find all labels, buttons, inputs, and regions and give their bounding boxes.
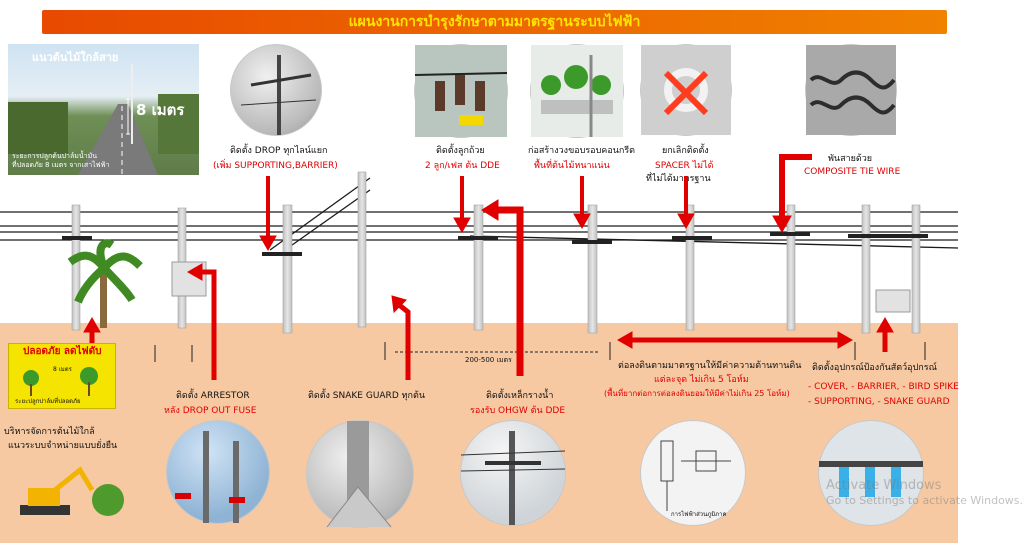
animal-guard-photo bbox=[818, 420, 924, 526]
animal-label-3: - SUPPORTING, - SNAKE GUARD bbox=[808, 397, 950, 407]
ground-label-3: (พื้นที่ยากต่อการต่อลงดินยอมให้มีค่าไม่เกิน 25 โอห์ม) bbox=[604, 389, 790, 398]
tree-label-1: บริหารจัดการต้นไม้ใกล้ bbox=[4, 427, 95, 437]
safety-sign bbox=[8, 343, 116, 409]
sign-sub-2: ระยะปลูกปาล์มที่ปลอดภัย bbox=[15, 398, 81, 405]
span-label: 200-500 เมตร bbox=[465, 356, 512, 364]
tree-label-2: แนวระบบจำหน่ายแบบยั่งยืน bbox=[8, 441, 118, 451]
grounding-drawing bbox=[640, 420, 746, 526]
roadside-caption-1: ระยะการปลูกต้นปาล์มน้ำมัน bbox=[12, 152, 98, 160]
animal-label-2: - COVER, - BARRIER, - BIRD SPIKE bbox=[808, 382, 959, 392]
roadside-distance: 8 เมตร bbox=[136, 101, 185, 119]
animal-label-1: ติดตั้งอุปกรณ์ป้องกันสัตว์อุปกรณ์ bbox=[812, 363, 937, 373]
page-title: แผนงานการบำรุงรักษาตามมาตรฐานระบบไฟฟ้า bbox=[348, 14, 641, 30]
animal-guard-equipment bbox=[876, 290, 910, 312]
sign-sub-1: 8 เมตร bbox=[53, 366, 72, 373]
watermark-line-2: Go to Settings to activate Windows. bbox=[826, 494, 1023, 507]
drop-label-1: ติดตั้ง DROP ทุกไลน์แยก bbox=[230, 146, 328, 156]
roadside-caption-2: ที่ปลอดภัย 8 เมตร จากเสาไฟฟ้า bbox=[12, 161, 110, 169]
spacer-label-1: ยกเลิกติดตั้ง bbox=[662, 146, 709, 156]
arrester-label-2: หลัง DROP OUT FUSE bbox=[164, 406, 257, 416]
tiewire-label-2: COMPOSITE TIE WIRE bbox=[804, 167, 901, 177]
ground-markers bbox=[155, 342, 925, 362]
watermark-line-1: Activate Windows bbox=[826, 478, 942, 493]
roadside-heading: แนวต้นไม้ใกล้สาย bbox=[32, 51, 119, 64]
ground-label-1: ต่อลงดินตามมาตรฐานให้มีค่าความต้านทานดิน bbox=[618, 361, 802, 371]
palm-tree bbox=[70, 243, 140, 328]
ground-label-2: แต่ละจุด ไม่เกิน 5 โอห์ม bbox=[654, 375, 749, 385]
insulator-label-1: ติดตั้งลูกถ้วย bbox=[436, 146, 485, 156]
snake-guard-photo bbox=[306, 420, 414, 528]
drawing-caption: การไฟฟ้าส่วนภูมิภาค bbox=[671, 511, 727, 518]
poles bbox=[72, 172, 920, 333]
concrete-label-2: พื้นที่ต้นไม้หนาแน่น bbox=[534, 161, 610, 171]
insulator-label-2: 2 ลูก/เฟส ต้น DDE bbox=[425, 161, 500, 171]
spacer-label-3: ที่ไม่ได้มาตรฐาน bbox=[646, 174, 711, 184]
sign-title: ปลอดภัย ลดไฟดับ bbox=[23, 346, 102, 357]
ohgw-label-2: รองรับ OHGW ต้น DDE bbox=[470, 406, 566, 416]
excavator bbox=[20, 470, 124, 516]
ohgw-photo bbox=[460, 420, 566, 526]
drop-label-2: (เพิ่ม SUPPORTING,BARRIER) bbox=[213, 161, 338, 171]
ohgw-label-1: ติดตั้งเหล็กรางน้ำ bbox=[486, 391, 554, 401]
arrester-label-1: ติดตั้ง ARRESTOR bbox=[176, 391, 250, 401]
tiewire-label-1: พันสายด้วย bbox=[828, 154, 873, 164]
spacer-label-2: SPACER ไม่ได้ bbox=[655, 161, 714, 171]
arrester-photo bbox=[166, 420, 270, 524]
snake-label-1: ติดตั้ง SNAKE GUARD ทุกต้น bbox=[308, 391, 425, 401]
concrete-label-1: ก่อสร้างวงขอบรอบคอนกรีต bbox=[528, 146, 636, 156]
